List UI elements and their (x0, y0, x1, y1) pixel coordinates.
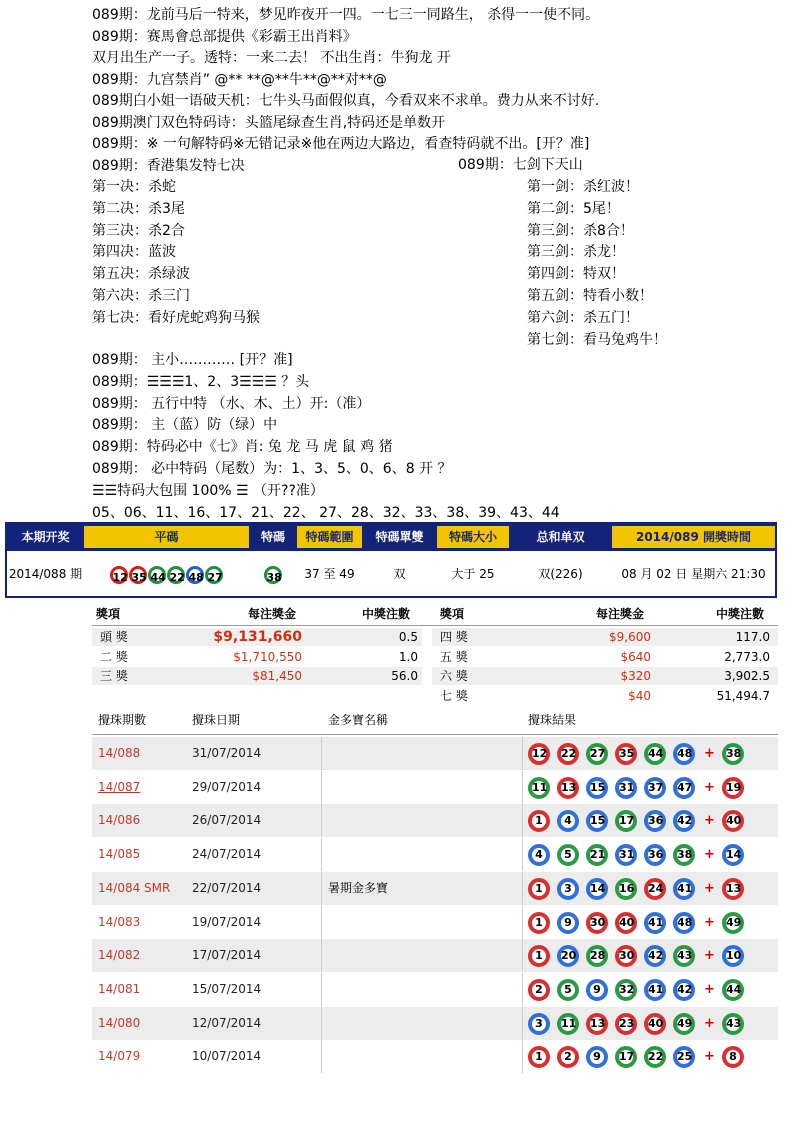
table-row (92, 973, 778, 1006)
prediction-line: 089期：九宫禁肖” @** **@**牛**@**对**@ (92, 71, 387, 88)
result-ball: 24 (644, 878, 666, 900)
result-ball: 2 (528, 979, 550, 1001)
draw-date: 26/07/2014 (192, 813, 262, 828)
result-ball: 27 (586, 743, 608, 765)
prize-count: 1.0 (398, 649, 418, 664)
prediction-line: 双月出生产一子。透特：一来二去！ 不出生肖：牛狗龙 开 (92, 50, 451, 66)
result-ball: 14 (586, 878, 608, 900)
table-row (92, 771, 778, 804)
prize-header: 獎項 (440, 607, 465, 621)
draw-id-link[interactable]: 14/084 SMR (98, 880, 171, 895)
seven-sword-line: 第六剑：杀五门！ (527, 309, 639, 326)
prediction-line: ☰☰特码大包围 100% ☰ （开??准） (92, 482, 324, 499)
number-ball: 27 (205, 566, 223, 584)
draws-header: 攪珠期數 (98, 713, 147, 727)
result-ball: 12 (528, 743, 550, 765)
draw-date: 29/07/2014 (192, 779, 262, 794)
row-separator (522, 906, 523, 939)
draws-divider (92, 734, 778, 735)
result-ball: 17 (615, 1046, 637, 1068)
plus-sign: + (704, 948, 715, 964)
result-ball: 41 (644, 979, 666, 1001)
result-ball: 3 (528, 1013, 550, 1035)
seven-sword-line: 第七剑：看马兔鸡牛！ (527, 331, 667, 348)
row-separator (321, 906, 322, 939)
result-ball: 20 (557, 945, 579, 967)
number-ball: 35 (129, 566, 147, 584)
row-separator (522, 939, 523, 972)
prize-name: 四 獎 (440, 630, 468, 644)
summary-balls (84, 554, 249, 594)
seven-jue-line: 第五决：杀绿波 (92, 266, 190, 283)
result-ball: 15 (586, 810, 608, 832)
row-separator (321, 771, 322, 804)
result-ball: 40 (644, 1013, 666, 1035)
row-separator (321, 1007, 322, 1040)
result-ball: 22 (644, 1046, 666, 1068)
result-ball: 11 (557, 1013, 579, 1035)
special-result-ball: 10 (722, 945, 744, 967)
result-ball: 9 (557, 912, 579, 934)
summary-header: 特碼 (260, 530, 285, 544)
prize-divider (92, 625, 778, 626)
summary-time: 08 月 02 日 星期六 21:30 (621, 567, 766, 581)
row-separator (522, 838, 523, 871)
result-ball: 23 (615, 1013, 637, 1035)
number-ball: 44 (148, 566, 166, 584)
prize-amount: $81,450 (252, 669, 302, 683)
draw-name: 暑期金多寶 (328, 880, 389, 895)
prize-name: 二 獎 (100, 649, 128, 664)
result-ball: 3 (557, 878, 579, 900)
result-ball: 11 (528, 777, 550, 799)
draw-id-link[interactable]: 14/079 (98, 1049, 141, 1064)
summary-header: 平碼 (154, 530, 179, 544)
prize-header: 中獎注數 (716, 607, 765, 621)
result-ball: 44 (644, 743, 666, 765)
summary-header: 特碼大小 (448, 530, 497, 544)
result-ball: 2 (557, 1046, 579, 1068)
summary-size: 大于 25 (451, 567, 495, 581)
seven-jue-line: 第四决：蓝波 (92, 244, 176, 261)
prize-header: 獎項 (96, 607, 121, 621)
prize-amount: $40 (628, 688, 651, 703)
plus-sign: + (704, 914, 715, 930)
row-separator (321, 838, 322, 871)
special-number-ball: 38 (264, 566, 282, 584)
prediction-line: 089期：赛馬會总部提供《彩霸王出肖料》 (92, 28, 357, 45)
result-ball: 49 (673, 1013, 695, 1035)
result-ball: 47 (673, 777, 695, 799)
result-ball: 42 (644, 945, 666, 967)
seven-jue-line: 第六决：杀三门 (92, 288, 190, 304)
prediction-line: 089期澳门双色特码诗：头篮尾绿查生肖,特码还是单数开 (92, 114, 446, 131)
result-ball: 5 (557, 979, 579, 1001)
special-result-ball: 19 (722, 777, 744, 799)
prize-count: 51,494.7 (716, 688, 770, 703)
special-result-ball: 38 (722, 743, 744, 765)
special-result-ball: 40 (722, 810, 744, 832)
prize-count: 2,773.0 (724, 649, 770, 664)
table-row (92, 872, 778, 905)
result-ball: 28 (586, 945, 608, 967)
table-row (92, 804, 778, 837)
row-separator (321, 737, 322, 770)
result-ball: 1 (528, 878, 550, 900)
prize-amount: $640 (620, 649, 651, 664)
prize-header: 每注獎金 (596, 607, 645, 621)
summary-odd-even: 双 (393, 567, 406, 581)
row-separator (321, 939, 322, 972)
summary-header: 本期开奖 (21, 530, 70, 544)
prediction-line: 089期： 必中特码（尾数）为：1、3、5、0、6、8 开 ？ (92, 461, 452, 477)
result-ball: 35 (615, 743, 637, 765)
special-result-ball: 14 (722, 844, 744, 866)
draw-id-link[interactable]: 14/081 (98, 981, 141, 996)
seven-sword-line: 第五剑：特看小数！ (527, 288, 653, 304)
plus-sign: + (704, 1015, 715, 1031)
seven-sword-title: 089期：七剑下天山 (458, 157, 583, 173)
result-ball: 31 (615, 844, 637, 866)
result-ball: 1 (528, 912, 550, 934)
row-separator (522, 872, 523, 905)
special-result-ball: 49 (722, 912, 744, 934)
summary-header: 2014/089 開獎時間 (635, 530, 751, 544)
result-ball: 36 (644, 844, 666, 866)
summary-header: 特碼範圍 (305, 530, 354, 544)
summary-period: 2014/088 期 (8, 567, 83, 581)
number-ball: 48 (186, 566, 204, 584)
summary-header: 总和单双 (536, 530, 585, 544)
prize-amount: $9,131,660 (213, 629, 302, 645)
special-result-ball: 13 (722, 878, 744, 900)
prediction-line: 089期： 主小………… [开？准] (92, 352, 293, 368)
summary-sum: 双(226) (538, 567, 583, 581)
result-ball: 48 (673, 912, 695, 934)
prize-header: 每注獎金 (248, 607, 297, 621)
plus-sign: + (704, 847, 715, 863)
summary-range: 37 至 49 (304, 567, 355, 581)
summary-special-ball (249, 554, 297, 594)
summary-header: 特碼單雙 (375, 530, 424, 544)
result-ball: 43 (673, 945, 695, 967)
draw-id-link[interactable]: 14/085 (98, 847, 141, 862)
table-row (92, 838, 778, 871)
result-ball: 36 (644, 810, 666, 832)
prediction-line: 089期：香港集发特七决 (92, 157, 245, 174)
prize-count: 3,902.5 (724, 669, 770, 683)
number-ball: 12 (110, 566, 128, 584)
result-ball: 22 (557, 743, 579, 765)
row-separator (522, 973, 523, 1006)
plus-sign: + (704, 1049, 715, 1065)
result-ball: 48 (673, 743, 695, 765)
seven-sword-line: 第一剑：杀红波！ (527, 179, 639, 195)
result-ball: 38 (673, 844, 695, 866)
result-ball: 21 (586, 844, 608, 866)
plus-sign: + (704, 779, 715, 795)
draw-id-link[interactable]: 14/083 (98, 914, 141, 929)
prize-name: 五 獎 (440, 649, 468, 664)
draws-header: 攪珠日期 (192, 713, 241, 727)
draw-date: 22/07/2014 (192, 880, 262, 895)
seven-sword-line: 第四剑：特双！ (527, 266, 625, 283)
prize-name: 三 獎 (100, 669, 128, 683)
result-ball: 32 (615, 979, 637, 1001)
result-ball: 4 (528, 844, 550, 866)
result-ball: 13 (586, 1013, 608, 1035)
draws-header: 金多寶名稱 (328, 713, 389, 727)
prediction-line: 089期白小姐一语破天机：七牛头马面假似真，今看双来不求单。费力从来不讨好. (92, 93, 600, 109)
row-separator (522, 1040, 523, 1073)
draw-date: 12/07/2014 (192, 1015, 262, 1030)
seven-jue-line: 第二决：杀3尾 (92, 200, 185, 217)
row-separator (522, 737, 523, 770)
prize-row-bg (432, 628, 778, 646)
draw-date: 19/07/2014 (192, 914, 262, 929)
draws-header: 攪珠結果 (528, 713, 577, 727)
result-ball: 15 (586, 777, 608, 799)
row-separator (321, 973, 322, 1006)
draw-id-link[interactable]: 14/086 (98, 813, 141, 828)
result-ball: 31 (615, 777, 637, 799)
prize-count: 0.5 (398, 630, 418, 644)
draw-id-link[interactable]: 14/082 (98, 948, 141, 963)
result-ball: 25 (673, 1046, 695, 1068)
number-ball: 22 (167, 566, 185, 584)
special-result-ball: 8 (722, 1046, 744, 1068)
result-ball: 1 (528, 810, 550, 832)
row-separator (522, 771, 523, 804)
prize-amount: $9,600 (609, 630, 651, 644)
prize-header: 中獎注數 (362, 607, 411, 621)
special-result-ball: 44 (722, 979, 744, 1001)
result-ball: 30 (615, 945, 637, 967)
result-ball: 1 (528, 945, 550, 967)
result-ball: 9 (586, 1046, 608, 1068)
special-result-ball: 43 (722, 1013, 744, 1035)
table-row (92, 1007, 778, 1040)
seven-jue-line: 第三决：杀2合 (92, 222, 185, 239)
seven-jue-line: 第七决：看好虎蛇鸡狗马猴 (92, 309, 260, 326)
prize-count: 56.0 (391, 669, 418, 683)
plus-sign: + (704, 746, 715, 761)
plus-sign: + (704, 880, 715, 896)
draw-date: 10/07/2014 (192, 1049, 262, 1064)
draw-date: 15/07/2014 (192, 981, 262, 996)
prediction-line: 089期：特码必中《七》肖: 兔 龙 马 虎 鼠 鸡 猪 (92, 439, 393, 456)
result-ball: 42 (673, 810, 695, 832)
result-ball: 30 (586, 912, 608, 934)
draw-id-link[interactable]: 14/088 (98, 746, 141, 760)
plus-sign: + (704, 981, 715, 997)
table-row (92, 737, 778, 770)
result-ball: 9 (586, 979, 608, 1001)
prize-amount: $1,710,550 (233, 649, 302, 664)
result-ball: 4 (557, 810, 579, 832)
draw-date: 31/07/2014 (192, 746, 262, 760)
prediction-line: 05、06、11、16、17、21、22、 27、28、32、33、38、39、43、44 (92, 504, 560, 521)
result-ball: 41 (673, 878, 695, 900)
result-ball: 5 (557, 844, 579, 866)
seven-sword-line: 第三剑：杀8合！ (527, 222, 634, 239)
prize-name: 七 獎 (440, 688, 468, 703)
row-separator (522, 804, 523, 837)
prize-count: 117.0 (735, 630, 770, 644)
prediction-line: 089期：龙前马后一特来，梦见昨夜开一四。一七三一同路生， 杀得一一使不同。 (92, 7, 600, 23)
seven-jue-line: 第一决：杀蛇 (92, 179, 176, 195)
row-separator (522, 1007, 523, 1040)
prediction-line: 089期： 五行中特 （水、木、土）开:（准） (92, 395, 371, 412)
seven-sword-line: 第二剑：5尾！ (527, 200, 620, 217)
result-ball: 13 (557, 777, 579, 799)
prize-amount: $320 (620, 669, 651, 683)
prize-name: 六 獎 (440, 669, 468, 683)
result-ball: 16 (615, 878, 637, 900)
result-ball: 41 (644, 912, 666, 934)
row-separator (321, 872, 322, 905)
row-separator (321, 804, 322, 837)
plus-sign: + (704, 813, 715, 829)
table-row (92, 939, 778, 972)
draw-id-link[interactable]: 14/080 (98, 1015, 141, 1030)
draw-date: 24/07/2014 (192, 847, 262, 862)
table-row (92, 1040, 778, 1073)
prize-name: 頭 獎 (100, 630, 128, 644)
draw-summary-table (5, 522, 777, 598)
result-ball: 1 (528, 1046, 550, 1068)
table-row (92, 906, 778, 939)
seven-sword-line: 第三剑：杀龙！ (527, 244, 625, 261)
result-ball: 37 (644, 777, 666, 799)
result-ball: 17 (615, 810, 637, 832)
row-separator (321, 1040, 322, 1073)
prediction-line: 089期：※ 一句解特码※无错记录※他在两边大路边，看查特码就不出。[开？准] (92, 136, 590, 152)
result-ball: 40 (615, 912, 637, 934)
result-ball: 42 (673, 979, 695, 1001)
prediction-line: 089期： 主（蓝）防（绿）中 (92, 417, 278, 434)
draw-date: 17/07/2014 (192, 948, 262, 963)
prediction-line: 089期：☰☰☰1、2、3☰☰☰ ？头 (92, 373, 310, 390)
draw-id-link[interactable]: 14/087 (98, 779, 141, 794)
